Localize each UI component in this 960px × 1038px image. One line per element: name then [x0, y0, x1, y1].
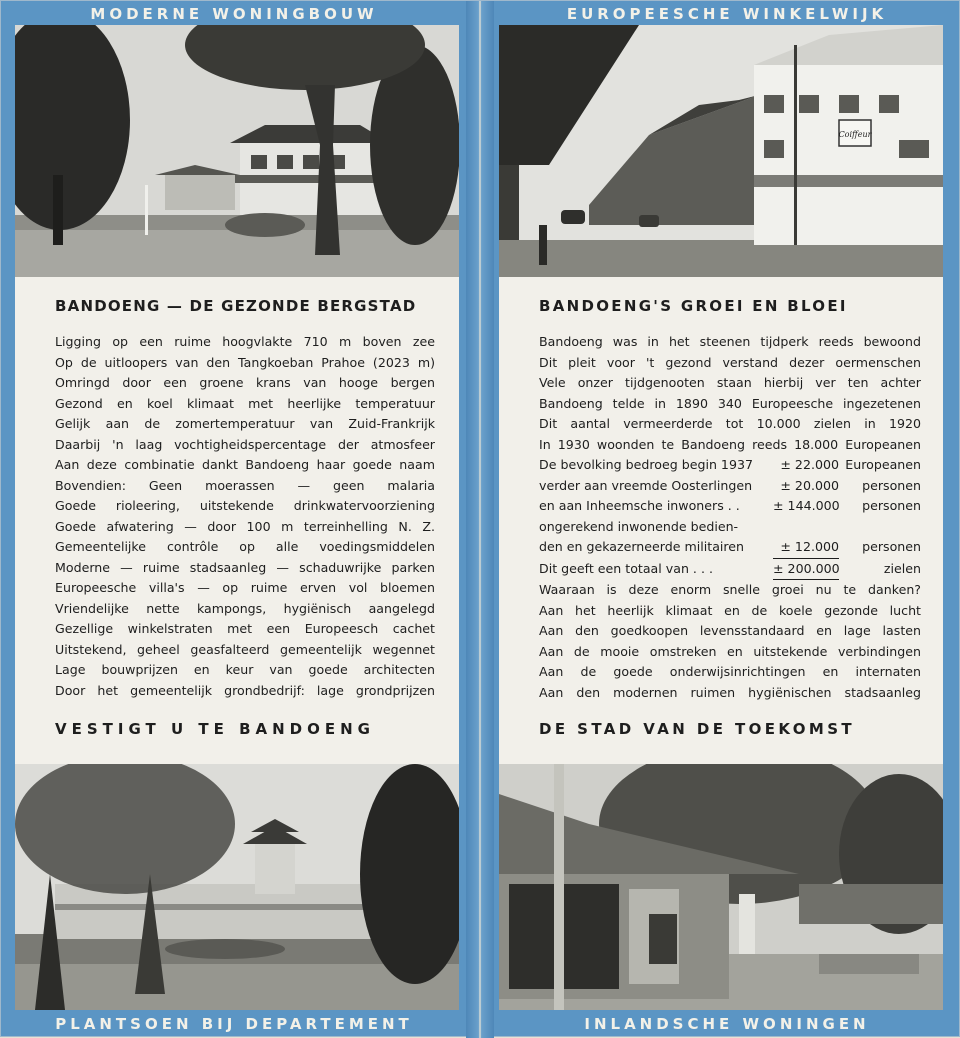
- population-unit: personen: [862, 539, 921, 554]
- left-line: Gezond en koel klimaat met heerlijke temperatuur: [55, 395, 435, 411]
- right-line: Aan de goede onderwijsinrichtingen en internaten: [539, 664, 921, 679]
- left-line: Ligging op een ruime hoogvlakte 710 m boven zee: [55, 334, 435, 349]
- population-label: De bevolking bedroeg begin 1937: [539, 457, 753, 472]
- right-text-box: [499, 277, 943, 764]
- native-houses-photo: [499, 764, 943, 1010]
- population-value: ± 144.000: [773, 498, 840, 513]
- shop-sign-text: Coiffeur: [838, 130, 872, 139]
- population-value: ± 22.000: [780, 457, 839, 472]
- left-text-box: [15, 277, 459, 764]
- population-label: ongerekend inwonende bedien-: [539, 518, 739, 534]
- population-unit: zielen: [883, 560, 921, 576]
- population-row: [539, 537, 921, 559]
- left-line: Gemeentelijke contrôle op alle voedingsmiddelen: [55, 539, 435, 554]
- history-list: [539, 332, 921, 455]
- right-top-caption: EUROPEESCHE WINKELWIJK: [566, 5, 888, 23]
- right-line: Waaraan is deze enorm snelle groei nu te danken?: [539, 582, 921, 597]
- population-row: [539, 517, 921, 538]
- left-line: Gezellige winkelstraten met een Europeesch cachet: [55, 621, 435, 636]
- right-heading: BANDOENG'S GROEI EN BLOEI: [539, 297, 848, 315]
- population-unit: Europeanen: [845, 457, 921, 472]
- right-line: Aan den goedkoopen levensstandaard en lage lasten: [539, 623, 921, 638]
- population-row: [539, 496, 921, 517]
- right-line: Dit aantal vermeerderde tot 10.000 zielen in 1920: [539, 416, 921, 431]
- left-line: Goede afwatering — door 100 m terreinhelling N. Z.: [55, 518, 435, 534]
- population-value: ± 20.000: [780, 477, 839, 493]
- shopping-street-illustration: [499, 25, 943, 277]
- left-line: Daarbij 'n laag vochtigheidspercentage der atmosfeer: [55, 436, 435, 452]
- left-line: Aan deze combinatie dankt Bandoeng haar goede naam: [55, 457, 435, 472]
- left-heading: BANDOENG — DE GEZONDE BERGSTAD: [55, 297, 417, 315]
- park-photo-illustration: [15, 764, 459, 1010]
- villa-photo: [15, 25, 459, 277]
- left-line: Uitstekend, geheel geasfalteerd gemeentelijk wegennet: [55, 641, 435, 657]
- shopping-street-photo: [499, 25, 943, 277]
- right-bottom-caption: INLANDSCHE WONINGEN: [584, 1015, 870, 1033]
- left-line: Gelijk aan de zomertemperatuur van Zuid-Frankrijk: [55, 416, 435, 431]
- right-line: Aan de mooie omstreken en uitstekende verbindingen: [539, 643, 921, 659]
- population-total-row: [539, 559, 921, 581]
- population-label: Dit geeft een totaal van . . .: [539, 560, 713, 576]
- center-fold: [466, 1, 494, 1038]
- left-line: Op de uitloopers van den Tangkoeban Prahoe (2023 m): [55, 354, 435, 370]
- left-line: Bovendien: Geen moerassen — geen malaria: [55, 477, 435, 493]
- native-houses-illustration: [499, 764, 943, 1010]
- population-table: [539, 455, 921, 580]
- left-top-caption: MODERNE WONINGBOUW: [90, 5, 378, 23]
- left-line: Europeesche villa's — op ruime erven vol bloemen: [55, 580, 435, 595]
- left-line: Moderne — ruime stadsaanleg — schaduwrijke parken: [55, 559, 435, 575]
- population-row: [539, 476, 921, 497]
- right-line: Bandoeng was in het steenen tijdperk reeds bewoond: [539, 334, 921, 349]
- population-label: den en gekazerneerde militairen: [539, 539, 745, 554]
- park-photo: [15, 764, 459, 1010]
- villa-photo-illustration: [15, 25, 459, 277]
- population-unit: personen: [862, 477, 921, 493]
- population-total-value: ± 200.000: [773, 559, 839, 581]
- right-line: Vele onzer tijdgenooten staan hierbij ver ten achter: [539, 375, 921, 390]
- left-bottom-caption: PLANTSOEN BIJ DEPARTEMENT: [55, 1015, 413, 1033]
- left-bullet-list: [55, 332, 435, 701]
- population-row: [539, 455, 921, 476]
- left-line: Goede rioleering, uitstekende drinkwatervoorziening: [55, 498, 435, 513]
- left-footer-slogan: VESTIGT U TE BANDOENG: [55, 720, 375, 738]
- right-line: Bandoeng telde in 1890 340 Europeesche ingezetenen: [539, 395, 921, 411]
- left-line: Door het gemeentelijk grondbedrijf: lage grondprijzen: [55, 682, 435, 698]
- reasons-list: [539, 580, 921, 703]
- right-line: In 1930 woonden te Bandoeng reeds 18.000 Europeanen: [539, 436, 921, 452]
- right-line: Aan den modernen ruimen hygiënischen stadsaanleg: [539, 684, 921, 700]
- right-line: Dit pleit voor 't gezond verstand dezer oermenschen: [539, 354, 921, 370]
- left-line: Lage bouwprijzen en keur van goede architecten: [55, 662, 435, 677]
- right-panel: [493, 1, 960, 1038]
- right-footer-slogan: DE STAD VAN DE TOEKOMST: [539, 720, 856, 738]
- population-label: verder aan vreemde Oosterlingen: [539, 477, 753, 493]
- left-panel: [1, 1, 467, 1038]
- population-unit: personen: [862, 498, 921, 513]
- population-value: ± 12.000: [773, 537, 839, 559]
- population-label: en aan Inheemsche inwoners . .: [539, 498, 740, 513]
- left-line: Vriendelijke nette kampongs, hygiënisch aangelegd: [55, 600, 435, 616]
- left-line: Omringd door een groene krans van hooge bergen: [55, 375, 435, 390]
- right-line: Aan het heerlijk klimaat en de koele gezonde lucht: [539, 602, 921, 618]
